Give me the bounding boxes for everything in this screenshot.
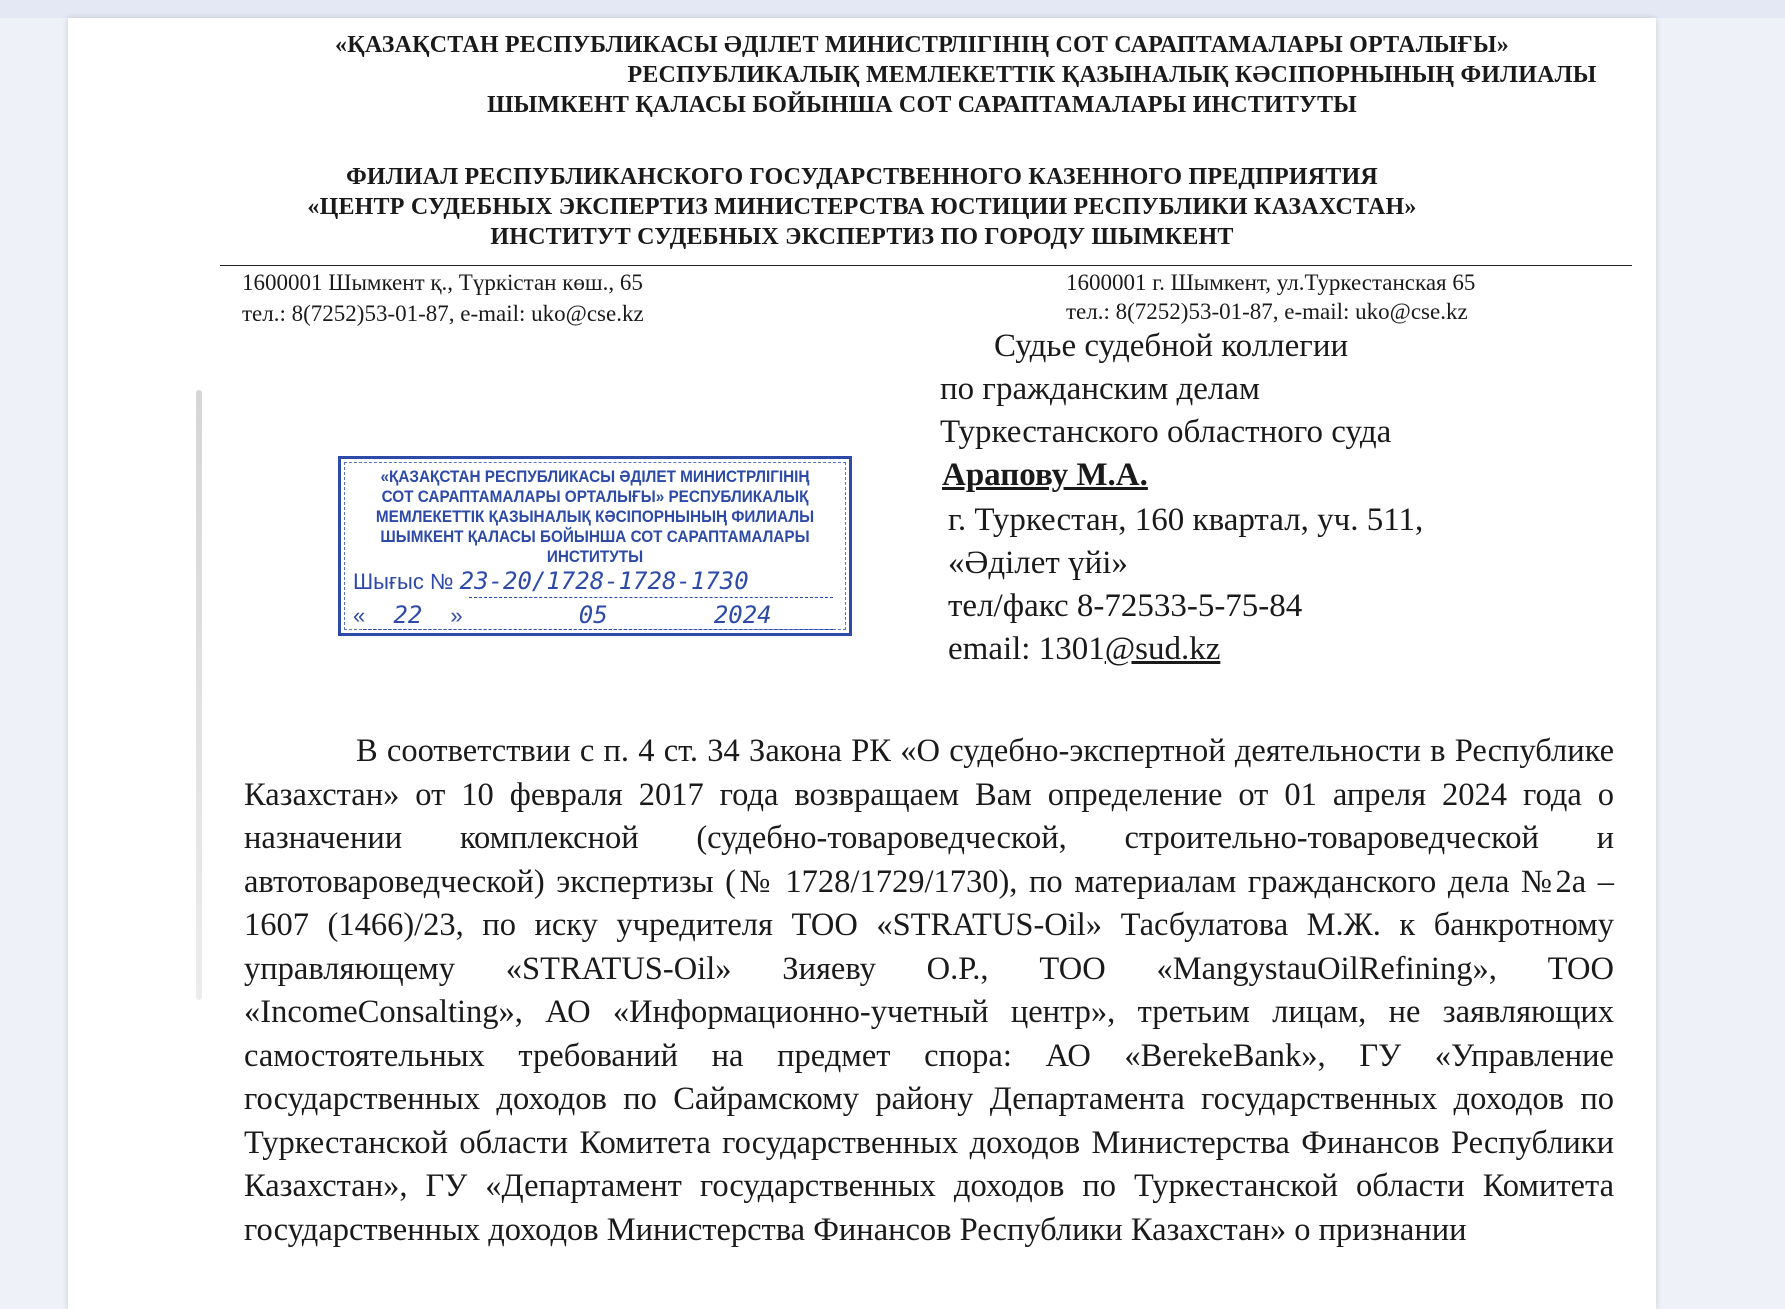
recipient-phone: тел/факс 8-72533-5-75-84 [948, 588, 1303, 624]
recipient-line3: Туркестанского областного суда [940, 414, 1392, 450]
viewer-top-bar [0, 0, 1785, 18]
header-ru-line1: ФИЛИАЛ РЕСПУБЛИКАНСКОГО ГОСУДАРСТВЕННОГО КАЗЕННОГО ПРЕДПРИЯТИЯ [346, 164, 1378, 190]
recipient-email [948, 631, 1220, 668]
header-kz-line1: «ҚАЗАҚСТАН РЕСПУБЛИКАСЫ ӘДІЛЕТ МИНИСТРЛІГІНІҢ СОТ САРАПТАМАЛАРЫ ОРТАЛЫҒЫ» [335, 32, 1509, 58]
stamp-day: 22 [393, 601, 423, 629]
header-divider [220, 265, 1632, 266]
stamp-month: 05 [578, 601, 608, 629]
address-ru-street: 1600001 г. Шымкент, ул.Туркестанская 65 [1066, 270, 1476, 295]
document-page [68, 18, 1656, 1309]
stamp-outgoing-number: 23-20/1728-1728-1730 [459, 567, 749, 595]
address-ru-contacts: тел.: 8(7252)53-01-87, e-mail: uko@cse.kz [1066, 299, 1468, 324]
recipient-building: «Әділет үйі» [948, 545, 1128, 581]
stamp-text: «ҚАЗАҚСТАН РЕСПУБЛИКАСЫ ӘДІЛЕТ МИНИСТРЛІГІНІҢ СОТ САРАПТАМАЛАРЫ ОРТАЛЫҒЫ» РЕСПУБЛИКАЛЫҚ МЕМЛЕКЕТТІК ҚАЗЫНАЛЫҚ КӘСІПОРНЫНЫҢ ФИЛИАЛЫ ШЫМКЕНТ ҚАЛАСЫ БОЙЫНША СОТ САРАПТАМАЛАРЫ ИНСТИТУТЫ [375, 467, 815, 566]
stamp-date-row: « 22 » 05 2024 [353, 601, 772, 629]
recipient-name: Арапову М.А. [942, 457, 1148, 493]
recipient-line2: по гражданским делам [940, 371, 1260, 407]
recipient-line1: Судье судебной коллегии [994, 328, 1349, 364]
address-kz-contacts: тел.: 8(7252)53-01-87, e-mail: uko@cse.kz [242, 301, 644, 326]
recipient-email-domain: @sud.kz [1104, 631, 1221, 667]
stamp-number-row [353, 567, 749, 595]
body-paragraph: В соответствии с п. 4 ст. 34 Закона РК «О судебно-экспертной деятельности в Республике Казахстан» от 10 февраля 2017 года возвращаем Вам определение от 01 апреля 2024 года о назначении комплексной (судебно-товароведческой, строительно-товароведческой и автотовароведческой) экспертизы (№ 1728/1729/1730), по материалам гражданского дела №2а – 1607 (1466)/23, по иску учредителя ТОО «STRATUS-Oil» Тасбулатова М.Ж. к банкротному управляющему «STRATUS-Oil» Зияеву О.Р., ТОО «MangystauOilRefining», ТОО «IncomeConsalting», АО «Информационно-учетный центр», третьим лицам, не заявляющих самостоятельных требований на предмет спора: АО «BerekeBank», ГУ «Управление государственных доходов по Сайрамскому району Департамента государственных доходов по Туркестанской области Комитета государственных доходов Министерства Финансов Республики Казахстан», ГУ «Департамент государственных доходов по Туркестанской области Комитета государственных доходов Министерства Финансов Республики Казахстан» о признании [244, 733, 1614, 1248]
stamp-number-line [469, 597, 833, 598]
header-ru-line2: «ЦЕНТР СУДЕБНЫХ ЭКСПЕРТИЗ МИНИСТЕРСТВА ЮСТИЦИИ РЕСПУБЛИКИ КАЗАХСТАН» [307, 194, 1417, 220]
stamp-year: 2024 [713, 601, 772, 629]
recipient-email-prefix: email: 1301 [948, 631, 1105, 667]
header-kz-line3: ШЫМКЕНТ ҚАЛАСЫ БОЙЫНША СОТ САРАПТАМАЛАРЫ ИНСТИТУТЫ [487, 92, 1357, 118]
header-ru-line3: ИНСТИТУТ СУДЕБНЫХ ЭКСПЕРТИЗ ПО ГОРОДУ ШЫМКЕНТ [490, 224, 1234, 250]
address-kz-street: 1600001 Шымкент қ., Түркістан көш., 65 [242, 270, 643, 295]
outgoing-stamp [338, 456, 852, 636]
scan-margin-shadow [196, 390, 202, 1000]
stamp-outgoing-label: Шығыс № [353, 569, 454, 594]
recipient-address: г. Туркестан, 160 квартал, уч. 511, [948, 502, 1424, 538]
stamp-date-line [363, 629, 833, 630]
header-kz-line2: РЕСПУБЛИКАЛЫҚ МЕМЛЕКЕТТІК ҚАЗЫНАЛЫҚ КӘСІПОРНЫНЫҢ ФИЛИАЛЫ [627, 62, 1597, 88]
